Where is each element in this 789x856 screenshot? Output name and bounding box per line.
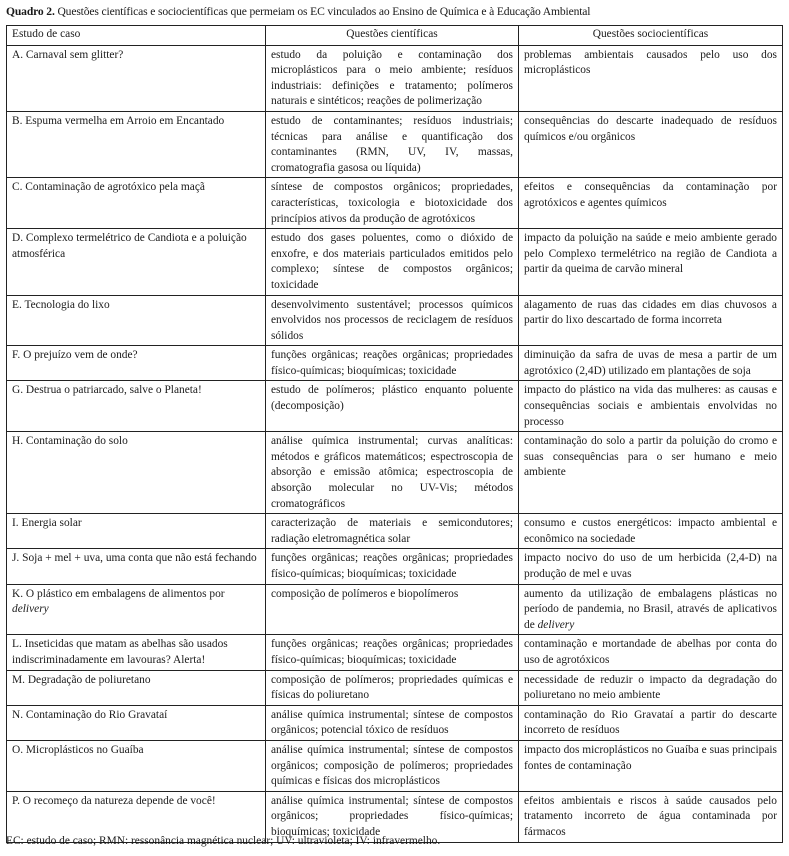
caption-text: Questões científicas e sociocientíficas que permeiam os EC vinculados ao Ensino de Química e à Educação Ambiental [54,5,591,18]
socioscientific-questions-cell [519,432,783,514]
case-study-cell-text: N. Contaminação do Rio Gravataí [12,708,168,721]
scientific-questions-cell [266,45,519,111]
socioscientific-questions-cell-text: necessidade de reduzir o impacto da degradação do poliuretano no meio ambiente [524,673,777,702]
scientific-questions-cell-text: estudo de polímeros; plástico enquanto poluente (decomposição) [271,384,513,413]
scientific-questions-cell-text: análise química instrumental; curvas analíticas: métodos e gráficos matemáticos; espectroscopia de absorção e emissão atômica; espectroscopia de absorção molecular no UV-Vis; métodos cromatográficos [271,435,513,510]
case-study-cell [7,229,266,295]
scientific-questions-cell [266,432,519,514]
case-study-cell [7,381,266,432]
table-body [7,45,783,842]
table-row [7,295,783,346]
socioscientific-questions-cell-italic-text: delivery [537,618,575,631]
socioscientific-questions-cell-text: alagamento de ruas das cidades em dias chuvosos a partir do lixo descartado de forma incorreta [524,298,777,327]
socioscientific-questions-cell [519,295,783,346]
scientific-questions-cell [266,740,519,791]
header-case-study: Estudo de caso [7,26,266,46]
case-study-cell [7,45,266,111]
case-study-cell [7,432,266,514]
socioscientific-questions-cell-text: consumo e custos energéticos: impacto ambiental e econômico na sociedade [524,517,777,545]
case-study-cell-italic-text: delivery [12,603,49,616]
socioscientific-questions-cell-text: contaminação do Rio Gravataí a partir do descarte incorreto de resíduos [524,708,777,737]
socioscientific-questions-cell [519,178,783,229]
case-study-cell [7,549,266,584]
case-study-cell-text: L. Inseticidas que matam as abelhas são usados indiscriminadamente em lavouras? Alerta! [12,638,228,666]
scientific-questions-cell [266,346,519,381]
socioscientific-questions-cell [519,111,783,177]
scientific-questions-cell-text: análise química instrumental; síntese de compostos orgânicos; potencial tóxico de resíduos [271,708,513,737]
socioscientific-questions-cell [519,705,783,740]
scientific-questions-cell [266,295,519,346]
socioscientific-questions-cell [519,381,783,432]
table-footnote: EC: estudo de caso; RMN: ressonância magnética nuclear; UV: ultravioleta; IV: infravermelho. [6,835,441,847]
scientific-questions-cell [266,584,519,635]
socioscientific-questions-cell-text: aumento da utilização de embalagens plásticas no período de pandemia, no Brasil, através de aplicativos de [524,587,777,631]
case-study-cell [7,740,266,791]
scientific-questions-cell-text: caracterização de materiais e semicondutores; radiação eletromagnética solar [271,517,513,545]
case-study-cell-text: C. Contaminação de agrotóxico pela maçã [12,181,205,194]
socioscientific-questions-cell [519,229,783,295]
scientific-questions-cell-text: síntese de compostos orgânicos; propriedades, características, toxicologia e biotoxicidade dos princípios ativos da produção de agrotóxicos [271,181,513,225]
socioscientific-questions-cell-text: problemas ambientais causados pelo uso dos microplásticos [524,48,777,77]
table-header-row [7,26,783,46]
table-row [7,45,783,111]
case-study-cell [7,295,266,346]
socioscientific-questions-cell [519,584,783,635]
scientific-questions-cell [266,635,519,670]
table-row [7,432,783,514]
case-study-cell-text: H. Contaminação do solo [12,435,128,448]
case-study-cell [7,670,266,705]
case-study-cell-text: D. Complexo termelétrico de Candiota e a poluição atmosférica [12,232,247,260]
socioscientific-questions-cell-text: efeitos e consequências da contaminação por agrotóxicos e agentes químicos [524,181,777,209]
scientific-questions-cell-text: estudo da poluição e contaminação dos microplásticos para o meio ambiente; resíduos industriais: definições e tratamento; polímeros naturais e sintéticos; reações de polimerização [271,48,513,108]
case-study-cell-text: M. Degradação de poliuretano [12,673,151,686]
case-study-cell [7,111,266,177]
case-study-cell [7,584,266,635]
socioscientific-questions-cell [519,791,783,842]
scientific-questions-cell [266,705,519,740]
socioscientific-questions-cell [519,45,783,111]
case-study-cell-text: J. Soja + mel + uva, uma conta que não está fechando [12,552,257,565]
scientific-questions-cell [266,229,519,295]
scientific-questions-cell-text: estudo dos gases poluentes, como o dióxido de enxofre, e dos materiais particulados emitidos pelo complexo; síntese de compostos orgânicos; toxicidade [271,232,513,291]
socioscientific-questions-cell [519,514,783,549]
table-row [7,740,783,791]
socioscientific-questions-cell [519,740,783,791]
scientific-questions-cell-text: estudo de contaminantes; resíduos industriais; técnicas para análise e quantificação dos contaminantes (RMN, UV, IV, massas, cromatografia gasosa ou líquida) [271,114,513,174]
scientific-questions-cell [266,670,519,705]
scientific-questions-cell-text: composição de polímeros; propriedades químicas e físicas do poliuretano [271,673,513,702]
case-study-cell [7,705,266,740]
socioscientific-questions-cell-text: impacto dos microplásticos no Guaíba e suas principais fontes de contaminação [524,743,777,772]
case-study-cell [7,635,266,670]
case-study-table [6,25,783,843]
table-row [7,514,783,549]
case-study-cell-text: P. O recomeço da natureza depende de você! [12,794,216,807]
case-study-cell-text: O. Microplásticos no Guaíba [12,743,144,756]
table-row [7,178,783,229]
socioscientific-questions-cell-text: contaminação do solo a partir da poluição do cromo e suas consequências para o ser humano e meio ambiente [524,435,777,479]
scientific-questions-cell [266,549,519,584]
table-row [7,670,783,705]
socioscientific-questions-cell-text: impacto do plástico na vida das mulheres: as causas e consequências sociais e ambientais envolvidas no processo [524,384,777,428]
socioscientific-questions-cell-text: impacto nocivo do uso de um herbicida (2,4-D) na produção de mel e uvas [524,552,777,580]
socioscientific-questions-cell-text: efeitos ambientais e riscos à saúde causados pelo tratamento incorreto de água contaminada por fármacos [524,794,777,838]
scientific-questions-cell-text: funções orgânicas; reações orgânicas; propriedades físico-químicas; bioquímicas; toxicidade [271,552,513,580]
scientific-questions-cell-text: composição de polímeros e biopolímeros [271,587,459,600]
socioscientific-questions-cell-text: diminuição da safra de uvas de mesa a partir de um agrotóxico (2,4D) utilizado em plantações de soja [524,349,777,377]
case-study-cell [7,514,266,549]
table-row [7,549,783,584]
table-row [7,381,783,432]
socioscientific-questions-cell [519,670,783,705]
scientific-questions-cell-text: funções orgânicas; reações orgânicas; propriedades físico-químicas; bioquímicas; toxicidade [271,349,513,377]
caption-label: Quadro 2. [6,5,55,18]
table-caption [6,4,590,20]
case-study-cell-text: E. Tecnologia do lixo [12,298,110,311]
case-study-cell-text: A. Carnaval sem glitter? [12,48,124,61]
socioscientific-questions-cell-text: contaminação e mortandade de abelhas por conta do uso de agrotóxicos [524,638,777,666]
socioscientific-questions-cell-text: consequências do descarte inadequado de resíduos químicos e/ou orgânicos [524,114,777,143]
socioscientific-questions-cell [519,346,783,381]
case-study-cell-text: I. Energia solar [12,517,82,530]
header-scientific-questions: Questões científicas [266,26,519,46]
header-socioscientific-questions: Questões sociocientíficas [519,26,783,46]
table-row [7,346,783,381]
socioscientific-questions-cell [519,635,783,670]
socioscientific-questions-cell-text: impacto da poluição na saúde e meio ambiente gerado pelo Complexo termelétrico na região de Candiota a partir da queima de carvão mineral [524,232,777,276]
scientific-questions-cell [266,514,519,549]
table-row [7,111,783,177]
scientific-questions-cell-text: análise química instrumental; síntese de compostos orgânicos; propriedades físico-químicas; bioquímicas; toxicidade [271,794,513,838]
socioscientific-questions-cell [519,549,783,584]
scientific-questions-cell [266,381,519,432]
case-study-cell-text: G. Destrua o patriarcado, salve o Planeta! [12,384,202,397]
scientific-questions-cell-text: funções orgânicas; reações orgânicas; propriedades físico-químicas; bioquímicas; toxicidade [271,638,513,666]
table-row [7,705,783,740]
case-study-cell-text: F. O prejuízo vem de onde? [12,349,138,362]
table-row [7,229,783,295]
scientific-questions-cell [266,111,519,177]
case-study-cell [7,178,266,229]
case-study-cell-text: B. Espuma vermelha em Arroio em Encantado [12,114,225,127]
table-row [7,584,783,635]
scientific-questions-cell-text: análise química instrumental; síntese de compostos orgânicos; composição de polímeros; propriedades químicas e físicas dos microplásticos [271,743,513,788]
table-row [7,635,783,670]
case-study-cell [7,346,266,381]
scientific-questions-cell-text: desenvolvimento sustentável; processos químicos envolvidos nos processos de reciclagem de resíduos sólidos [271,298,513,342]
scientific-questions-cell [266,178,519,229]
case-study-cell-text: K. O plástico em embalagens de alimentos por [12,587,225,600]
